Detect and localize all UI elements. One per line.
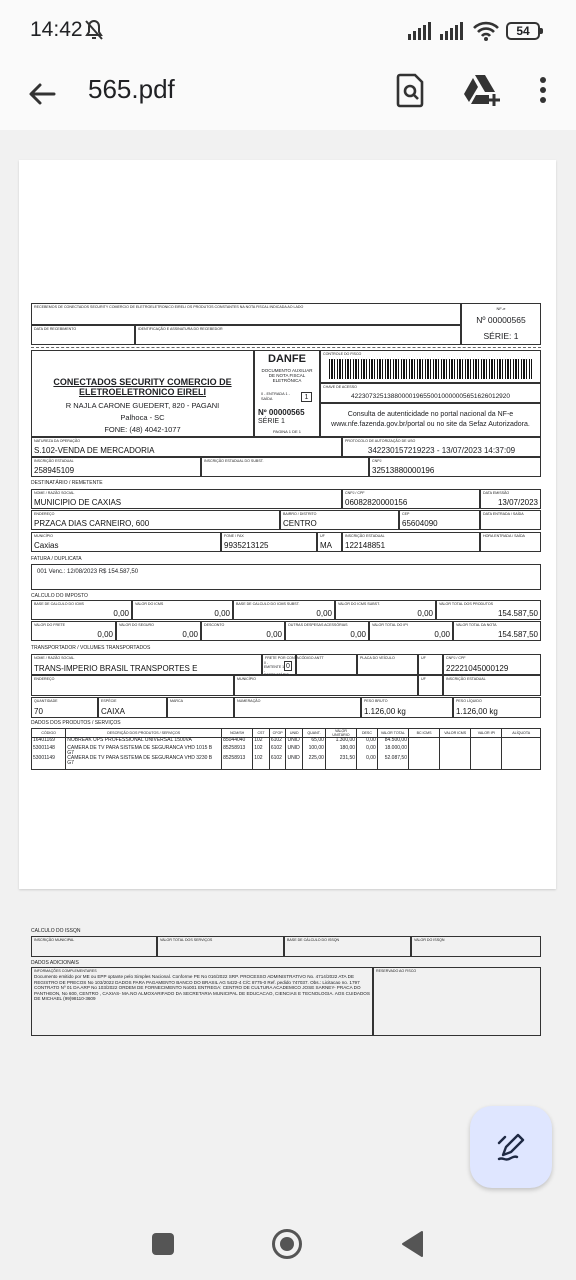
access-key-box [320,383,541,403]
issqn-label: VALOR TOTAL DOS SERVIÇOS [160,938,213,942]
transp-section: TRANSPORTADOR / VOLUMES TRANSPORTADOS [31,645,151,651]
products-table [31,728,541,770]
table-cell: CAMERA DE TV PARA SISTEMA DE SEGURANCA VHD 1015 B G7 [66,746,222,756]
dest-bairro: CENTRO [283,519,317,528]
imposto-value: 0,00 [350,630,366,639]
table-cell: 0,00 [357,738,378,746]
table-cell: 100,00 [303,746,326,756]
receipt-nfe-box [461,303,541,345]
receipt-date-label: DATA DE RECEBIMENTO [34,327,77,331]
imposto-section: CALCULO DO IMPOSTO [31,593,88,599]
pdf-page [19,160,556,1002]
transp-uf-label: UF [421,656,426,660]
dest-fone-box [221,532,317,552]
transp-pl-box [453,697,541,718]
column-header: QUANT. [303,729,326,738]
dest-name: MUNICIPIO DE CAXIAS [34,498,122,507]
imposto-label: DESCONTO [204,623,225,627]
receipt-serie: SÉRIE: 1 [483,331,519,341]
column-header: CÓDIGO [32,729,66,738]
table-cell: 84.500,00 [377,738,408,746]
fiscal-control-label: CONTROLE DO FISCO [323,352,362,356]
ie-box [31,457,201,477]
transp-num-box [234,697,361,718]
dest-fone: 9935213125 [224,541,269,550]
transp-placa-label: PLACA DO VEÍCULO [360,656,395,660]
table-cell: 6102 [269,756,286,766]
transp-pl: 1.126,00 kg [456,707,498,716]
imposto-r1-4 [436,600,541,620]
back-triangle-icon[interactable] [400,1230,424,1258]
transp-esp-label: ESPÉCIE [101,699,117,703]
column-header: VALOR IPI [471,729,502,738]
dest-mun: Caxias [34,541,59,550]
table-cell: 52.087,50 [377,756,408,766]
dest-cep-box [399,510,480,530]
table-cell: 85044040 [222,738,253,746]
fiscal-control-box [320,350,541,383]
transp-cnpj: 22221045000129 [446,664,509,673]
dest-es-box [480,510,541,530]
imposto-r2-1 [116,621,201,641]
dest-es-label: DATA ENTRADA / SAÍDA [483,512,524,516]
imposto-value: 0,00 [97,630,113,639]
table-cell [502,738,541,746]
dest-cep: 65604090 [402,519,438,528]
ie-label: INSCRIÇÃO ESTADUAL [34,459,74,463]
signal-icon [408,22,434,40]
imposto-value: 0,00 [214,609,230,618]
status-bar [0,0,576,62]
transp-esp-box [98,697,167,718]
dest-mun-label: MUNICÍPIO [34,534,53,538]
table-cell: 85258913 [222,756,253,766]
dest-ie-label: INSCRIÇÃO ESTADUAL [345,534,385,538]
imposto-r1-3 [335,600,436,620]
column-header: CFOP [269,729,286,738]
info-label: INFORMAÇÕES COMPLEMENTARES [34,969,97,973]
emitter-city: Palhoca - SC [120,413,165,422]
table-cell: 102 [253,746,270,756]
home-button[interactable] [272,1229,302,1259]
table-cell [471,746,502,756]
dest-hora-label: HORA ENTRADA / SAÍDA [483,534,525,538]
transp-uf2-label: UF [421,677,426,681]
transp-pb-box [361,697,453,718]
imposto-value: 154.587,50 [497,630,538,639]
column-header: CST [253,729,270,738]
danfe-serie: SÉRIE 1 [258,418,285,425]
transp-addr-box [31,675,234,696]
ie-subst-label: INSCRIÇÃO ESTADUAL DO SUBST. [204,459,264,463]
dest-bairro-label: BAIRRO / DISTRITO [283,512,317,516]
info-box [31,967,373,1036]
issqn-section: CALCULO DO ISSQN [31,928,81,934]
table-cell: 6102 [269,738,286,746]
transp-uf2-box [418,675,443,696]
danfe-subtitle: DOCUMENTO AUXILIAR DE NOTA FISCAL ELETRÔNICA [261,368,313,383]
save-to-drive-icon[interactable] [463,72,501,108]
column-header: VALOR ICMS [440,729,471,738]
transp-placa-box [357,654,418,675]
dest-section: DESTINATÁRIO / REMETENTE [31,480,103,486]
column-header: DESCRIÇÃO DOS PRODUTOS / SERVIÇOS [66,729,222,738]
consult-box [320,403,541,437]
danfe-number: Nº 00000565 [258,408,305,417]
table-cell: 0,00 [357,756,378,766]
imposto-label: VALOR TOTAL DO IPI [372,623,408,627]
danfe-page: PAGINA 1 DE 1 [273,429,301,434]
transp-pl-label: PESO LÍQUIDO [456,699,482,703]
dest-cnpj-box [342,489,480,509]
dest-ie: 122148851 [345,541,386,550]
transp-mun-label: MUNICÍPIO [237,677,256,681]
dest-addr-box [31,510,280,530]
issqn-box-3 [411,936,541,957]
dest-name-box [31,489,342,509]
danfe-io-value: 1 [301,392,312,402]
imposto-label: VALOR DO SEGURO [119,623,154,627]
info-text: Documento emitido por ME ou EPP optante pelo Simples Nacional. Conforme PE No 016/2022 SRP. PROCESSO ADMINISTRATIVO No. 4714/2022 ATA DE REGISTRO DE PRECOS No 103/2022 DADOS PARA PAGAMENTO BANCO DO BRASIL AG 5422-4 C/C 8775-0 Ref. pedido 747037. Obs.: Licitacao no. 1797 CONTRATO Nº 01 DA ARP No 103/2022 ORDEM DE FORNECIMENTO No001 ENTREGA: CENTRO DE CULTURA ACADEMICO JOSE SARNEY- PRACA DO PANTHEON, No 600, CENTRO , CAXIAS- MA.NO ALMOXARIFADO DA SECRETARIA MUNICIPAL DE EDUCACAO, CIENCIAS E TECNOLOGIA. AOS CUIDADOS DE MICHAEL (99)98110-3609 [34,974,370,1002]
table-cell: CAMERA DE TV PARA SISTEMA DE SEGURANCA VHD 3230 B G7 [66,756,222,766]
table-cell: 0,00 [357,746,378,756]
table-cell: 102 [253,756,270,766]
app-bar [0,62,576,130]
table-row [32,746,541,756]
imposto-label: BASE DE CALCULO DO ICMS [34,602,84,606]
imposto-r2-3 [285,621,369,641]
table-cell [502,756,541,766]
fatura-section: FATURA / DUPLICATA [31,556,82,562]
receipt-date-box [31,325,135,345]
cnpj-box [369,457,541,477]
transp-frete: 0 [284,661,292,671]
table-cell: 1.300,00 [325,738,356,746]
table-cell [408,756,439,766]
column-header: NCM/SH [222,729,253,738]
nature-box [31,437,342,457]
cnpj-label: CNPJ [372,459,382,463]
imposto-label: OUTRAS DESPESAS ACESSÓRIAS [288,623,348,627]
transp-marca-label: MARCA [170,699,183,703]
produtos-section: DADOS DOS PRODUTOS / SERVIÇOS [31,720,121,726]
dest-hora-box [480,532,541,552]
column-header: VALOR UNITÁRIO [325,729,356,738]
receipt-sig-box [135,325,461,345]
battery-icon: 54 [506,22,540,40]
imposto-r1-0 [31,600,132,620]
imposto-r1-2 [233,600,335,620]
imposto-label: VALOR DO ICMS SUBST. [338,602,380,606]
status-time: 14:42 [30,18,83,41]
dest-bairro-box [280,510,399,530]
transp-antt-label: CÓDIGO ANTT [299,656,324,660]
table-cell: 85258913 [222,746,253,756]
imposto-value: 0,00 [417,609,433,618]
table-cell: UNID [286,756,303,766]
transp-pb: 1.126,00 kg [364,707,406,716]
cnpj-value: 32513880000196 [372,466,435,475]
table-cell: 16401169 [32,738,66,746]
transp-num-label: NUMERAÇÃO [237,699,261,703]
dest-emis-label: DATA EMISSÃO [483,491,510,495]
transp-frete-label: FRETE POR CONTA [265,656,299,660]
receipt-header-box [31,303,461,325]
imposto-value: 0,00 [113,609,129,618]
imposto-r2-2 [201,621,285,641]
dest-addr: PRZACA DIAS CARNEIRO, 600 [34,519,150,528]
transp-name-label: NOME / RAZÃO SOCIAL [34,656,75,660]
transp-qtd: 70 [34,707,43,716]
table-cell: 53001149 [32,756,66,766]
nature-label: NATUREZA DA OPERAÇÃO [34,439,81,443]
edit-pen-icon [495,1131,527,1163]
imposto-value: 0,00 [182,630,198,639]
transp-ie-label: INSCRIÇÃO ESTADUAL [446,677,486,681]
transp-name: TRANS-IMPERIO BRASIL TRANSPORTES E [34,664,198,673]
imposto-r2-0 [31,621,116,641]
table-cell: 53001148 [32,746,66,756]
transp-uf-box [418,654,443,675]
emitter-phone: FONE: (48) 4042-1077 [104,425,181,434]
dest-cnpj-label: CNPJ / CPF [345,491,365,495]
emitter-address: R NAJLA CARONE GUEDERT, 820 - PAGANI [65,401,220,410]
table-cell: UNID [286,746,303,756]
dest-addr-label: ENDEREÇO [34,512,55,516]
imposto-label: BASE DE CALCULO DO ICMS SUBST. [236,602,300,606]
fatura-box [31,564,541,590]
dest-uf-box [317,532,342,552]
table-cell [502,746,541,756]
dest-fone-label: FONE / FAX [224,534,244,538]
transp-qtd-box [31,697,98,718]
issqn-label: INSCRIÇÃO MUNICIPAL [34,938,75,942]
transp-esp: CAIXA [101,707,126,716]
annotate-button[interactable] [470,1106,552,1188]
cut-line [31,347,541,348]
consult-text: Consulta de autenticidade no portal nacional da NF-e www.nfe.fazenda.gov.br/portal ou no site da Sefaz Autorizadora. [331,411,530,428]
fisco-box [373,967,541,1036]
navigation-bar [0,1210,576,1280]
column-header: DESC [357,729,378,738]
imposto-r2-4 [369,621,453,641]
table-cell: 6102 [269,746,286,756]
transp-qtd-label: QUANTIDADE [34,699,58,703]
receipt-nfe-label: NF-e [496,306,506,311]
receipt-sig-label: IDENTIFICAÇÃO E ASSINATURA DO RECEBEDOR [138,327,223,331]
table-cell [408,738,439,746]
table-cell: 231,50 [325,756,356,766]
table-cell: 102 [253,738,270,746]
dest-name-label: NOME / RAZÃO SOCIAL [34,491,75,495]
nature-value: S.102-VENDA DE MERCADORIA [34,446,155,455]
transp-cnpj-box [443,654,541,675]
access-key: 42230732513880000196550010000005651626012920 [350,393,511,400]
emitter-box [31,350,254,437]
imposto-value: 0,00 [316,609,332,618]
table-cell [440,746,471,756]
transp-addr-label: ENDEREÇO [34,677,55,681]
table-cell [440,756,471,766]
transp-pb-label: PESO BRUTO [364,699,388,703]
dest-mun-box [31,532,221,552]
danfe-box [254,350,320,437]
imposto-value: 154.587,50 [497,609,538,618]
dest-emis: 13/07/2023 [497,498,538,507]
issqn-label: VALOR DO ISSQN [414,938,445,942]
table-cell: UNID [286,738,303,746]
receipt-header: RECEBEMOS DE CONECTADOS SECURITY COMERCIO DE ELETROELETRONICO EIRELI OS PRODUTOS CONSTANTES NA NOTA FISCAL INDICADA AO LADO [34,305,304,309]
protocol-box [342,437,541,457]
ie-value: 258945109 [34,466,75,475]
imposto-label: VALOR DO FRETE [34,623,66,627]
search-in-document-icon[interactable] [396,72,426,108]
imposto-label: VALOR DO ICMS [135,602,164,606]
dest-emis-box [480,489,541,509]
dest-ie-box [342,532,480,552]
table-cell [471,738,502,746]
wifi-icon [472,20,500,42]
danfe-title: DANFE [268,353,306,365]
emitter-name: CONECTADOS SECURITY COMERCIO DE ELETROELETRONICO EIRELI [53,377,232,397]
table-cell: 180,00 [325,746,356,756]
column-header: UNID [286,729,303,738]
dest-cep-label: CEP [402,512,410,516]
protocol-value: 342230157219223 - 13/07/2023 14:37:09 [367,446,516,455]
imposto-label: VALOR TOTAL DOS PRODUTOS [439,602,494,606]
issqn-box-1 [157,936,284,957]
signal-icon-2 [440,22,466,40]
table-cell: 225,00 [303,756,326,766]
column-header: BC ICMS [408,729,439,738]
dest-cnpj: 06082820000156 [345,498,408,507]
table-row [32,756,541,766]
issqn-label: BASE DE CÁLCULO DO ISSQN [287,938,340,942]
fatura-text: 001 Venc.: 12/08/2023 R$ 154.587,50 [37,569,139,575]
transp-frete-text: 0 - EMITENTE 1 - DESTINATÁRIO [264,661,289,677]
transp-antt-box [296,654,357,675]
table-cell: 65,00 [303,738,326,746]
imposto-r2-5 [453,621,541,641]
table-cell [440,738,471,746]
issqn-box-2 [284,936,411,957]
ie-subst-box [201,457,369,477]
issqn-box-0 [31,936,157,957]
document-title: 565.pdf [88,74,175,104]
adicionais-section: DADOS ADICIONAIS [31,960,79,966]
table-cell [471,756,502,766]
imposto-label: VALOR TOTAL DA NOTA [456,623,497,627]
imposto-r1-1 [132,600,233,620]
transp-cnpj-label: CNPJ / CPF [446,656,466,660]
table-cell: 18.000,00 [377,746,408,756]
transp-frete-box [262,654,299,677]
table-cell [408,746,439,756]
imposto-value: 0,00 [266,630,282,639]
transp-name-box [31,654,262,675]
access-key-label: CHAVE DE ACESSO [323,385,357,389]
transp-ie-box [443,675,541,696]
barcode [329,359,532,379]
protocol-label: PROTOCOLO DE AUTORIZAÇÃO DE USO [345,439,416,443]
column-header: VALOR TOTAL [377,729,408,738]
receipt-number: Nº 00000565 [476,315,526,325]
danfe-io-text: 0 - ENTRADA 1 - SAÍDA [261,392,290,401]
column-header: ALÍQUOTA [502,729,541,738]
more-options-icon[interactable] [536,72,550,108]
imposto-value: 0,00 [434,630,450,639]
transp-mun-box [234,675,418,696]
fisco-label: RESERVADO AO FISCO [376,969,417,973]
transp-marca-box [167,697,234,718]
recents-button[interactable] [152,1233,174,1255]
dest-uf-label: UF [320,534,325,538]
dest-uf: MA [320,541,332,550]
table-cell: NOBREAK UPS PROFESSIONAL UNIVERSAL 1500VA [66,738,222,746]
notifications-off-icon [84,19,104,41]
back-arrow-icon[interactable] [24,76,60,112]
